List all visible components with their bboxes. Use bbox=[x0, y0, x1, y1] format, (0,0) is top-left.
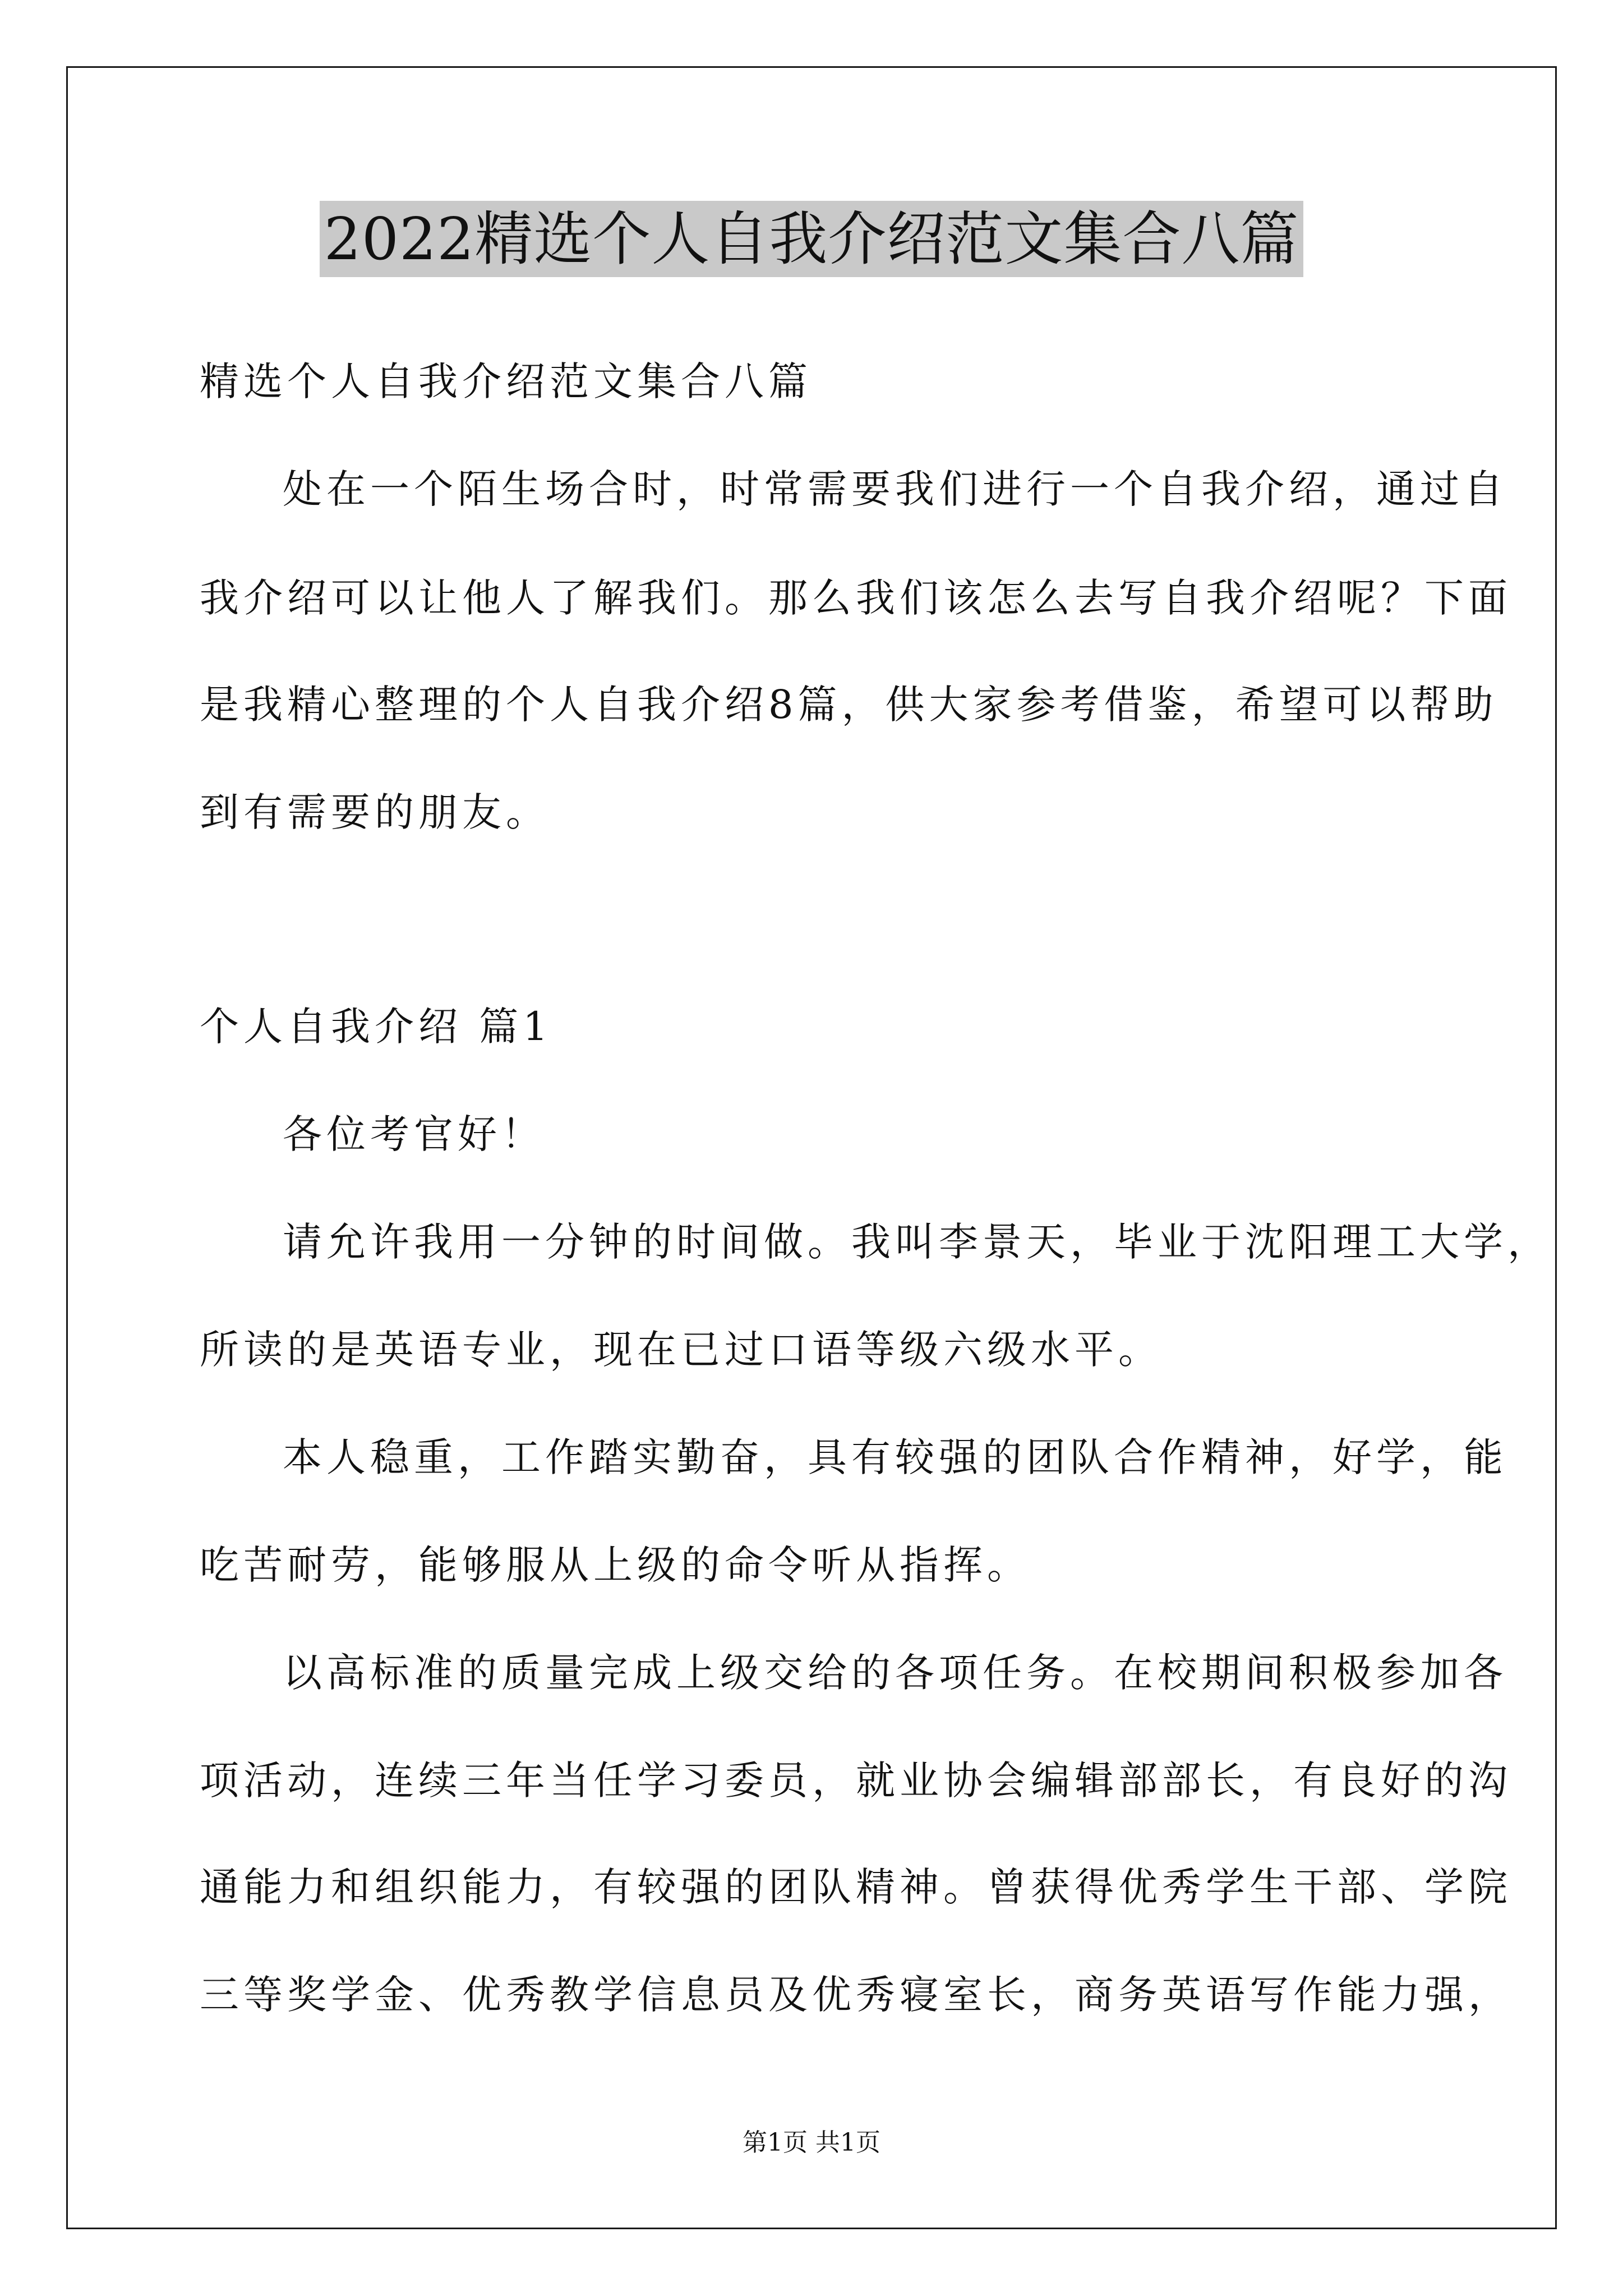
document-title: 2022精选个人自我介绍范文集合八篇 bbox=[320, 201, 1304, 277]
body-line: 所读的是英语专业，现在已过口语等级六级水平。 bbox=[200, 1327, 1162, 1373]
body-line: 三等奖学金、优秀教学信息员及优秀寝室长，商务英语写作能力强， bbox=[200, 1972, 1512, 2018]
body-line: 以高标准的质量完成上级交给的各项任务。在校期间积极参加各 bbox=[283, 1650, 1507, 1696]
intro-line: 处在一个陌生场合时，时常需要我们进行一个自我介绍，通过自 bbox=[283, 466, 1507, 512]
body-line: 通能力和组织能力，有较强的团队精神。曾获得优秀学生干部、学院 bbox=[200, 1864, 1512, 1910]
body-line: 项活动，连续三年当任学习委员，就业协会编辑部部长，有良好的沟 bbox=[200, 1757, 1512, 1803]
section-heading: 个人自我介绍 篇1 bbox=[200, 1004, 552, 1050]
body-line: 各位考官好！ bbox=[283, 1111, 545, 1157]
intro-line: 到有需要的朋友。 bbox=[200, 789, 550, 835]
subtitle: 精选个人自我介绍范文集合八篇 bbox=[200, 358, 812, 404]
intro-line: 是我精心整理的个人自我介绍8篇，供大家参考借鉴，希望可以帮助 bbox=[200, 682, 1498, 728]
page-number: 第1页 共1页 bbox=[743, 2128, 880, 2157]
intro-line: 我介绍可以让他人了解我们。那么我们该怎么去写自我介绍呢？下面 bbox=[200, 575, 1512, 621]
body-line: 请允许我用一分钟的时间做。我叫李景天，毕业于沈阳理工大学， bbox=[283, 1219, 1551, 1265]
body-line: 吃苦耐劳，能够服从上级的命令听从指挥。 bbox=[200, 1542, 1031, 1588]
body-line: 本人稳重，工作踏实勤奋，具有较强的团队合作精神，好学，能 bbox=[283, 1434, 1507, 1480]
title-container bbox=[0, 201, 1623, 277]
